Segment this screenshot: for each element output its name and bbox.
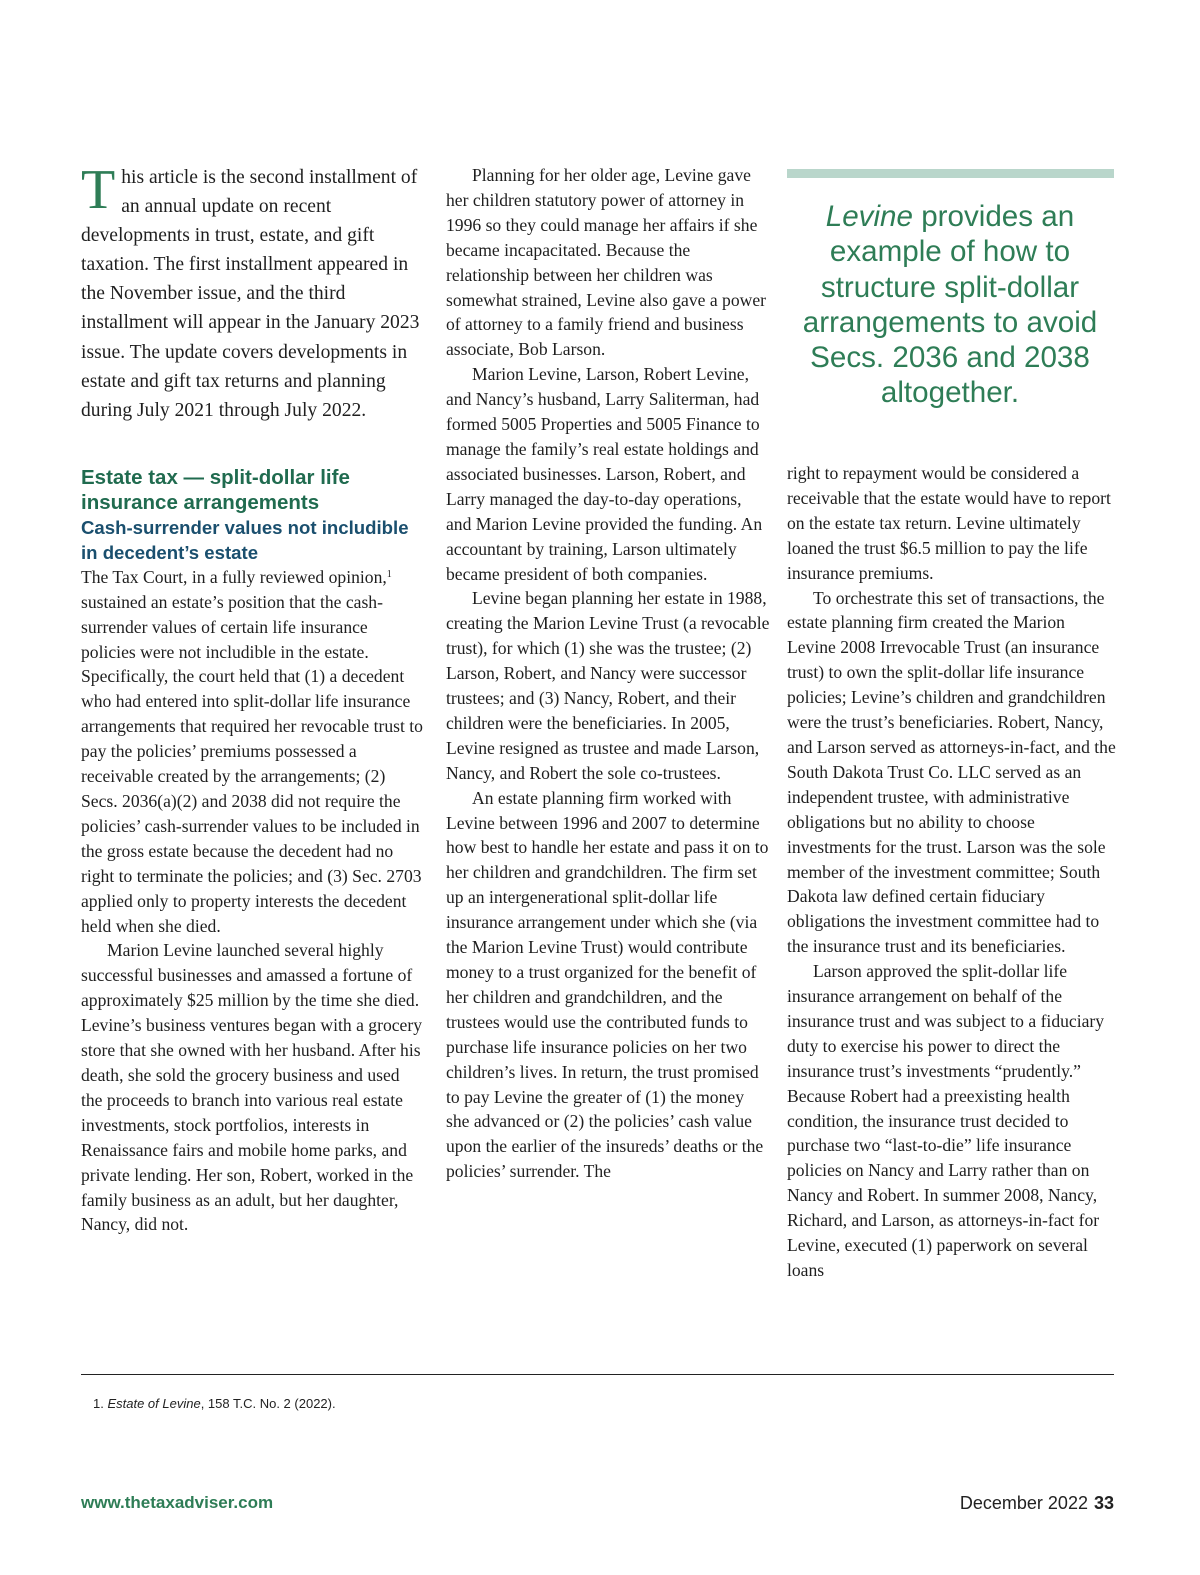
body-paragraph: Levine began planning her estate in 1988, creating the Marion Levine Trust (a revocable trust), for which (1) she was the trustee; (2) Larson, Robert, and Nancy were successor trustees; and (3) Nancy, Robert, and their children were the beneficiaries. In 2005, Levine resigned as trustee and made Larson, Nancy, and Robert the sole co-trustees. xyxy=(446,588,770,783)
pull-quote-text: provides an example of how to structure split-dollar arrangements to avoid Secs. 2036 and 2038 altogether. xyxy=(802,200,1098,410)
footnote-citation: , 158 T.C. No. 2 (2022). xyxy=(200,1396,336,1411)
pull-quote-rule xyxy=(787,169,1114,178)
subheading: Cash-surrender values not includible in decedent’s estate xyxy=(81,516,409,563)
pull-quote-case-name: Levine xyxy=(825,200,913,233)
body-paragraph xyxy=(81,565,423,939)
body-paragraph: Planning for her older age, Levine gave her children statutory power of attorney in 1996 so they could manage her affairs if she became incapacitated. Because the relationship between her children was somewhat strained, Levine also gave a power of attorney to a family friend and business associate, Bob Larson. xyxy=(446,165,766,360)
footnote-ref[interactable]: 1 xyxy=(386,568,392,580)
column-3 xyxy=(787,461,1117,1283)
body-paragraph: Marion Levine, Larson, Robert Levine, and Nancy’s husband, Larry Saliterman, had formed 5005 Properties and 5005 Finance to manage the family’s real estate holdings and associated businesses. Larson, Robert, and Larry managed the day-to-day operations, and Marion Levine provided the funding. An accountant by training, Larson ultimately became president of both companies. xyxy=(446,364,763,584)
footnote-case-name: Estate of Levine xyxy=(107,1396,201,1411)
drop-cap: T xyxy=(81,159,116,221)
footer-issue-info xyxy=(960,1493,1114,1514)
pull-quote xyxy=(783,199,1117,411)
body-paragraph: To orchestrate this set of transactions, the estate planning firm created the Marion Levine 2008 Irrevocable Trust (an insurance trust) to own the split-dollar life insurance policies; Levine’s children and grandchildren were the trust’s beneficiaries. Robert, Nancy, and Larson served as attorneys-in-fact, and the South Dakota Trust Co. LLC served as an independent trustee, with administrative obligations but no ability to choose investments for the trust. Larson was the sole member of the investment committee; South Dakota law defined certain fiduciary obligations the investment committee had to the insurance trust and its beneficiaries. xyxy=(787,587,1116,957)
body-paragraph: right to repayment would be considered a receivable that the estate would have to report on the estate tax return. Levine ultimately loaned the trust $6.5 million to pay the life insurance premiums. xyxy=(787,463,1111,583)
page-number: 33 xyxy=(1093,1493,1114,1513)
footnote-number: 1. xyxy=(93,1396,104,1411)
column-1 xyxy=(81,159,423,1237)
intro-paragraph xyxy=(81,159,423,425)
footnote-divider xyxy=(81,1374,1114,1375)
body-paragraph: Marion Levine launched several highly successful businesses and amassed a fortune of approximately $25 million by the time she died. Levine’s business ventures began with a grocery store that she owned with her husband. After his death, she sold the grocery business and used the proceeds to branch into various real estate investments, stock portfolios, interests in Renaissance fairs and mobile home parks, and private lending. Her son, Robert, worked in the family business as an adult, but her daughter, Nancy, did not. xyxy=(81,940,423,1235)
body-paragraph: Larson approved the split-dollar life insurance arrangement on behalf of the insurance trust and was subject to a fiduciary duty to exercise his power to direct the insurance trust’s investments “prudently.” Because Robert had a preexisting health condition, the insurance trust decided to purchase two “last-to-die” life insurance policies on Nancy and Larry rather than on Nancy and Robert. In summer 2008, Nancy, Richard, and Larson, as attorneys-in-fact for Levine, executed (1) paperwork on several loans xyxy=(787,961,1105,1280)
footnote xyxy=(93,1396,336,1411)
footer-website-link[interactable]: www.thetaxadviser.com xyxy=(81,1493,274,1512)
footer-date: December 2022 xyxy=(959,1493,1088,1513)
paragraph-text: The Tax Court, in a fully reviewed opinion, xyxy=(81,566,387,587)
intro-text: his article is the second installment of an annual update on recent developments in trust, estate, and gift taxation. The first installment appeared in the November issue, and the third installment will appear in the January 2023 issue. The update covers developments in estate and gift tax returns and planning during July 2021 through July 2022. xyxy=(81,167,420,421)
column-2 xyxy=(446,163,770,1184)
body-paragraph: An estate planning firm worked with Levine between 1996 and 2007 to determine how best to handle her estate and pass it on to her children and grandchildren. The firm set up an intergenerational split-dollar life insurance arrangement under which she (via the Marion Levine Trust) would contribute money to a trust organized for the benefit of her children and grandchildren, and the trustees would use the contributed funds to purchase life insurance policies on her two children’s lives. In return, the trust promised to pay Levine the greater of (1) the money she advanced or (2) the policies’ cash value upon the earlier of the insureds’ deaths or the policies’ surrender. The xyxy=(446,787,769,1182)
paragraph-text: sustained an estate’s position that the cash-surrender values of certain life insurance policies were not includible in the estate. Specifically, the court held that (1) a decedent who had entered into split-dollar life insurance arrangements that required her revocable trust to pay the policies’ premiums possessed a receivable created by the arrangements; (2) Secs. 2036(a)(2) and 2038 did not require the policies’ cash-surrender values to be included in the gross estate because the decedent had no right to terminate the policies; and (3) Sec. 2703 applied only to property interests the decedent held when she died. xyxy=(81,591,423,936)
section-heading: Estate tax — split-dollar life insurance arrangements xyxy=(81,465,350,514)
